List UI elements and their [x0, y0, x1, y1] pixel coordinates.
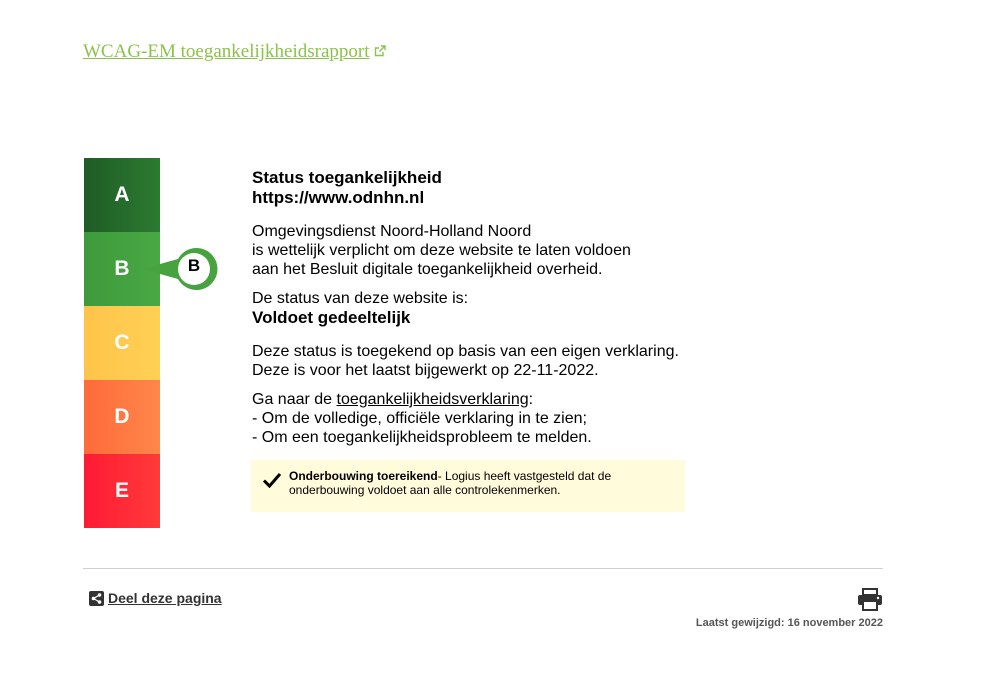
note-body: - Logius heeft vastgesteld dat de onderbouwing voldoet aan alle controlekenmerken. — [289, 469, 612, 497]
last-modified: Laatst gewijzigd: 16 november 2022 — [695, 617, 883, 629]
goto-suffix: : — [528, 391, 534, 408]
status-title: Status toegankelijkheid — [252, 168, 442, 187]
grade-a: A — [84, 158, 160, 232]
current-grade-label: B — [187, 256, 201, 275]
bullet-1: - Om de volledige, officiële verklaring in te zien; — [252, 410, 587, 427]
goto-prefix: Ga naar de — [252, 391, 337, 408]
verification-note — [251, 460, 685, 512]
share-label: Deel deze pagina — [108, 590, 222, 606]
goto-line — [252, 390, 712, 409]
declaration-link[interactable]: toegankelijkheidsverklaring — [336, 391, 529, 408]
status-content — [252, 168, 712, 447]
bullet-2: - Om een toegankelijkheidsprobleem te melden. — [252, 429, 592, 446]
report-link-label: WCAG-EM toegankelijkheidsrapport — [83, 41, 370, 62]
grade-c: C — [84, 306, 160, 380]
note-text — [289, 469, 679, 497]
basis-line-2: Deze is voor het laatst bijgewerkt op 22-11-2022. — [252, 362, 599, 379]
org-line-2: is wettelijk verplicht om deze website te laten voldoen — [252, 242, 631, 259]
note-strong: Onderbouwing toereikend — [289, 469, 438, 483]
footer-divider — [83, 568, 883, 569]
org-line-3: aan het Besluit digitale toegankelijkheid overheid. — [252, 261, 603, 278]
grade-b: B — [84, 232, 160, 306]
status-intro: De status van deze website is: — [252, 290, 469, 307]
share-icon — [89, 591, 104, 606]
checkmark-icon — [263, 472, 281, 488]
org-line-1: Omgevingsdienst Noord-Holland Noord — [252, 223, 532, 240]
basis-line-1: Deze status is toegekend op basis van een eigen verklaring. — [252, 343, 679, 360]
status-value: Voldoet gedeeltelijk — [252, 308, 411, 327]
website-url: https://www.odnhn.nl — [252, 188, 425, 207]
share-button[interactable] — [89, 590, 222, 606]
grade-e: E — [84, 454, 160, 528]
grade-d: D — [84, 380, 160, 454]
print-icon[interactable] — [857, 588, 883, 612]
external-link-icon — [374, 45, 386, 57]
accessibility-scale — [84, 158, 160, 528]
report-link[interactable] — [83, 41, 386, 63]
